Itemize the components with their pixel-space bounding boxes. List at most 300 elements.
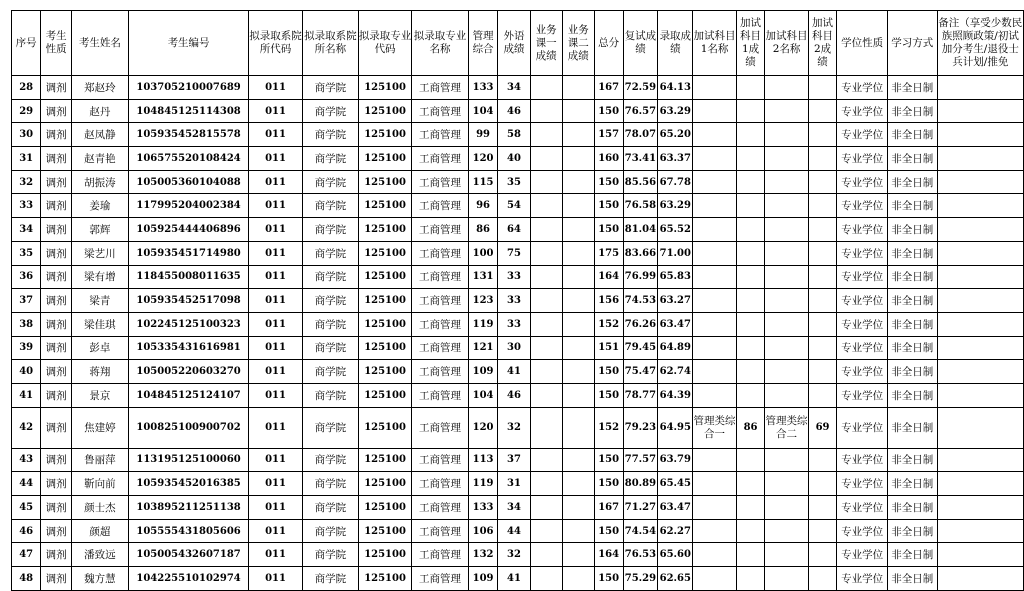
table-cell	[736, 336, 764, 360]
table-cell: 62.27	[658, 519, 693, 543]
table-cell: 商学院	[302, 448, 358, 472]
table-cell: 调剂	[41, 265, 72, 289]
table-cell: 103895211251138	[128, 496, 248, 520]
table-cell: 专业学位	[837, 241, 888, 265]
table-cell	[530, 448, 562, 472]
table-cell: 30	[12, 123, 41, 147]
column-header: 序号	[12, 11, 41, 76]
table-cell	[765, 336, 809, 360]
table-cell: 80.89	[623, 472, 658, 496]
table-cell: 专业学位	[837, 194, 888, 218]
table-cell	[736, 312, 764, 336]
table-cell: 商学院	[302, 472, 358, 496]
table-cell: 梁艺川	[71, 241, 128, 265]
table-cell: 011	[249, 147, 303, 171]
table-cell: 105935452815578	[128, 123, 248, 147]
table-cell	[765, 99, 809, 123]
table-cell: 131	[468, 265, 498, 289]
table-cell: 125100	[358, 76, 412, 100]
table-cell: 011	[249, 241, 303, 265]
table-cell	[736, 383, 764, 407]
table-cell: 调剂	[41, 360, 72, 384]
column-header: 复试成绩	[623, 11, 658, 76]
column-header: 业务课一成绩	[530, 11, 562, 76]
table-cell	[562, 496, 594, 520]
table-cell: 011	[249, 360, 303, 384]
table-cell: 011	[249, 194, 303, 218]
column-header: 拟录取专业代码	[358, 11, 412, 76]
table-cell: 011	[249, 407, 303, 448]
table-cell	[562, 218, 594, 242]
table-cell: 125100	[358, 472, 412, 496]
table-cell	[562, 265, 594, 289]
table-cell	[562, 76, 594, 100]
table-cell: 105935452016385	[128, 472, 248, 496]
table-cell: 164	[594, 265, 623, 289]
table-cell: 125100	[358, 99, 412, 123]
table-cell: 魏方慧	[71, 567, 128, 591]
table-row	[12, 336, 1024, 360]
table-cell: 商学院	[302, 194, 358, 218]
table-cell: 105005220603270	[128, 360, 248, 384]
column-header: 录取成绩	[658, 11, 693, 76]
table-cell: 非全日制	[887, 407, 937, 448]
table-cell	[765, 567, 809, 591]
table-cell: 62.74	[658, 360, 693, 384]
table-cell	[562, 383, 594, 407]
table-cell	[937, 76, 1023, 100]
table-cell: 46	[498, 383, 530, 407]
table-cell: 33	[498, 312, 530, 336]
table-cell: 105925444406896	[128, 218, 248, 242]
table-cell	[562, 194, 594, 218]
table-cell: 119	[468, 472, 498, 496]
table-cell	[562, 312, 594, 336]
table-cell: 105935451714980	[128, 241, 248, 265]
table-cell: 125100	[358, 448, 412, 472]
admission-table	[11, 10, 1024, 591]
table-body	[12, 76, 1024, 591]
table-cell: 蒋翔	[71, 360, 128, 384]
table-cell: 商学院	[302, 496, 358, 520]
table-cell: 商学院	[302, 218, 358, 242]
table-cell: 65.60	[658, 543, 693, 567]
table-cell	[808, 496, 836, 520]
table-cell: 125100	[358, 567, 412, 591]
table-cell	[530, 289, 562, 313]
table-cell: 125100	[358, 218, 412, 242]
table-cell	[765, 241, 809, 265]
table-cell: 150	[594, 448, 623, 472]
table-cell: 鲁丽萍	[71, 448, 128, 472]
table-cell	[765, 289, 809, 313]
table-cell: 43	[12, 448, 41, 472]
table-cell: 44	[498, 519, 530, 543]
table-cell: 专业学位	[837, 312, 888, 336]
table-cell	[937, 241, 1023, 265]
table-cell: 专业学位	[837, 383, 888, 407]
table-cell: 011	[249, 336, 303, 360]
table-cell: 150	[594, 472, 623, 496]
table-cell: 专业学位	[837, 170, 888, 194]
table-cell: 商学院	[302, 76, 358, 100]
table-cell: 119	[468, 312, 498, 336]
table-cell	[765, 194, 809, 218]
table-cell: 非全日制	[887, 170, 937, 194]
column-header: 拟录取系院所名称	[302, 11, 358, 76]
column-header: 加试科目2名称	[765, 11, 809, 76]
table-cell	[937, 519, 1023, 543]
table-cell: 40	[12, 360, 41, 384]
table-cell: 非全日制	[887, 265, 937, 289]
table-cell: 67.78	[658, 170, 693, 194]
table-cell: 125100	[358, 312, 412, 336]
table-cell: 非全日制	[887, 567, 937, 591]
table-cell: 78.07	[623, 123, 658, 147]
table-cell: 76.26	[623, 312, 658, 336]
table-cell: 120	[468, 407, 498, 448]
table-cell: 64.39	[658, 383, 693, 407]
table-cell: 164	[594, 543, 623, 567]
table-cell: 175	[594, 241, 623, 265]
table-cell	[765, 312, 809, 336]
table-cell: 调剂	[41, 241, 72, 265]
table-row	[12, 448, 1024, 472]
table-cell: 65.20	[658, 123, 693, 147]
column-header: 加试科目2成绩	[808, 11, 836, 76]
table-cell: 109	[468, 360, 498, 384]
table-cell: 非全日制	[887, 336, 937, 360]
table-cell: 011	[249, 496, 303, 520]
table-cell: 焦建婷	[71, 407, 128, 448]
table-cell: 75.29	[623, 567, 658, 591]
table-cell	[937, 289, 1023, 313]
table-cell: 调剂	[41, 170, 72, 194]
table-cell	[530, 360, 562, 384]
table-cell: 工商管理	[412, 567, 468, 591]
table-cell	[765, 472, 809, 496]
table-cell	[808, 289, 836, 313]
table-cell: 工商管理	[412, 336, 468, 360]
table-cell: 150	[594, 218, 623, 242]
column-header: 学位性质	[837, 11, 888, 76]
table-cell	[808, 170, 836, 194]
table-cell: 调剂	[41, 519, 72, 543]
table-cell: 非全日制	[887, 194, 937, 218]
table-cell: 专业学位	[837, 472, 888, 496]
table-cell: 105005432607187	[128, 543, 248, 567]
table-cell: 赵丹	[71, 99, 128, 123]
table-cell: 47	[12, 543, 41, 567]
table-cell: 58	[498, 123, 530, 147]
table-cell	[765, 543, 809, 567]
table-cell	[693, 360, 737, 384]
table-cell: 64.13	[658, 76, 693, 100]
table-cell	[736, 76, 764, 100]
table-cell: 105005360104088	[128, 170, 248, 194]
table-cell	[562, 472, 594, 496]
table-row	[12, 407, 1024, 448]
table-cell: 赵凤静	[71, 123, 128, 147]
table-cell: 非全日制	[887, 99, 937, 123]
table-cell: 专业学位	[837, 147, 888, 171]
table-row	[12, 123, 1024, 147]
table-cell: 109	[468, 567, 498, 591]
table-cell	[530, 312, 562, 336]
table-cell	[693, 241, 737, 265]
table-cell: 42	[12, 407, 41, 448]
table-cell: 工商管理	[412, 312, 468, 336]
table-cell	[808, 218, 836, 242]
table-row	[12, 170, 1024, 194]
table-cell: 37	[498, 448, 530, 472]
table-cell: 48	[12, 567, 41, 591]
table-cell: 商学院	[302, 519, 358, 543]
column-header: 总分	[594, 11, 623, 76]
table-cell: 商学院	[302, 407, 358, 448]
table-cell: 管理类综合二	[765, 407, 809, 448]
table-row	[12, 312, 1024, 336]
table-cell: 工商管理	[412, 519, 468, 543]
table-cell	[693, 194, 737, 218]
table-cell: 86	[468, 218, 498, 242]
table-cell	[765, 76, 809, 100]
table-cell: 71.00	[658, 241, 693, 265]
table-cell	[530, 99, 562, 123]
table-cell	[808, 194, 836, 218]
table-cell: 非全日制	[887, 123, 937, 147]
table-cell: 商学院	[302, 336, 358, 360]
table-cell: 调剂	[41, 448, 72, 472]
table-cell: 106575520108424	[128, 147, 248, 171]
table-cell	[736, 543, 764, 567]
table-cell: 赵青艳	[71, 147, 128, 171]
table-row	[12, 519, 1024, 543]
table-cell: 调剂	[41, 312, 72, 336]
table-cell: 65.52	[658, 218, 693, 242]
table-cell	[808, 519, 836, 543]
table-cell: 34	[498, 76, 530, 100]
table-cell: 150	[594, 360, 623, 384]
table-cell: 125100	[358, 123, 412, 147]
table-cell	[530, 265, 562, 289]
table-cell	[937, 448, 1023, 472]
table-cell: 011	[249, 472, 303, 496]
table-row	[12, 241, 1024, 265]
table-cell	[530, 241, 562, 265]
admission-table-wrapper	[11, 10, 1024, 591]
table-cell: 专业学位	[837, 496, 888, 520]
table-row	[12, 472, 1024, 496]
table-cell: 工商管理	[412, 170, 468, 194]
table-cell	[562, 336, 594, 360]
table-cell	[693, 519, 737, 543]
table-cell: 100825100900702	[128, 407, 248, 448]
table-cell: 专业学位	[837, 218, 888, 242]
table-cell: 77.57	[623, 448, 658, 472]
table-cell: 100	[468, 241, 498, 265]
table-cell	[562, 360, 594, 384]
table-cell: 调剂	[41, 99, 72, 123]
table-cell: 105335431616981	[128, 336, 248, 360]
table-row	[12, 383, 1024, 407]
table-cell: 调剂	[41, 76, 72, 100]
table-cell: 102245125100323	[128, 312, 248, 336]
table-cell: 调剂	[41, 407, 72, 448]
table-cell	[736, 472, 764, 496]
table-cell: 34	[498, 496, 530, 520]
table-cell	[693, 496, 737, 520]
table-cell	[530, 218, 562, 242]
table-cell: 调剂	[41, 567, 72, 591]
table-cell: 160	[594, 147, 623, 171]
table-row	[12, 218, 1024, 242]
table-cell: 专业学位	[837, 123, 888, 147]
table-row	[12, 289, 1024, 313]
table-cell: 工商管理	[412, 289, 468, 313]
table-cell: 工商管理	[412, 383, 468, 407]
table-cell: 工商管理	[412, 241, 468, 265]
table-cell	[562, 519, 594, 543]
table-row	[12, 147, 1024, 171]
table-cell: 非全日制	[887, 472, 937, 496]
table-cell: 96	[468, 194, 498, 218]
table-cell: 专业学位	[837, 360, 888, 384]
table-cell	[693, 383, 737, 407]
table-cell	[937, 336, 1023, 360]
table-cell: 85.56	[623, 170, 658, 194]
table-cell: 管理类综合一	[693, 407, 737, 448]
table-cell: 151	[594, 336, 623, 360]
table-cell	[765, 123, 809, 147]
table-cell: 104	[468, 99, 498, 123]
table-cell: 29	[12, 99, 41, 123]
table-cell	[736, 194, 764, 218]
table-cell: 63.27	[658, 289, 693, 313]
table-cell	[808, 99, 836, 123]
table-cell: 150	[594, 519, 623, 543]
table-cell: 商学院	[302, 567, 358, 591]
table-cell	[562, 147, 594, 171]
table-cell: 专业学位	[837, 407, 888, 448]
table-cell	[808, 76, 836, 100]
table-cell	[530, 336, 562, 360]
table-cell: 潘致远	[71, 543, 128, 567]
table-cell	[530, 147, 562, 171]
table-cell	[937, 567, 1023, 591]
table-cell	[736, 123, 764, 147]
table-cell: 011	[249, 312, 303, 336]
table-cell: 150	[594, 99, 623, 123]
table-cell: 62.65	[658, 567, 693, 591]
table-cell: 梁有增	[71, 265, 128, 289]
table-cell: 调剂	[41, 543, 72, 567]
column-header: 考生姓名	[71, 11, 128, 76]
column-header: 外语成绩	[498, 11, 530, 76]
table-cell: 133	[468, 496, 498, 520]
table-cell: 65.45	[658, 472, 693, 496]
table-cell: 非全日制	[887, 76, 937, 100]
table-cell: 125100	[358, 519, 412, 543]
table-cell: 32	[12, 170, 41, 194]
table-cell: 梁青	[71, 289, 128, 313]
table-cell: 非全日制	[887, 383, 937, 407]
table-cell: 工商管理	[412, 360, 468, 384]
table-cell: 011	[249, 123, 303, 147]
table-cell: 167	[594, 496, 623, 520]
table-cell: 41	[12, 383, 41, 407]
table-cell: 54	[498, 194, 530, 218]
table-cell: 商学院	[302, 99, 358, 123]
table-cell: 157	[594, 123, 623, 147]
table-cell: 64	[498, 218, 530, 242]
table-cell	[736, 170, 764, 194]
table-cell: 工商管理	[412, 448, 468, 472]
table-cell: 调剂	[41, 336, 72, 360]
table-cell: 调剂	[41, 194, 72, 218]
table-cell: 105935452517098	[128, 289, 248, 313]
table-cell: 125100	[358, 336, 412, 360]
table-cell: 99	[468, 123, 498, 147]
table-cell: 非全日制	[887, 147, 937, 171]
table-cell: 专业学位	[837, 336, 888, 360]
table-cell: 郑赵玲	[71, 76, 128, 100]
table-cell: 景京	[71, 383, 128, 407]
table-row	[12, 360, 1024, 384]
table-cell	[530, 76, 562, 100]
table-cell: 150	[594, 383, 623, 407]
table-cell: 30	[498, 336, 530, 360]
table-cell: 颜超	[71, 519, 128, 543]
table-cell	[530, 567, 562, 591]
table-cell: 104	[468, 383, 498, 407]
table-cell: 34	[12, 218, 41, 242]
table-cell: 工商管理	[412, 123, 468, 147]
table-cell	[765, 265, 809, 289]
table-cell	[937, 472, 1023, 496]
table-cell	[693, 336, 737, 360]
table-cell	[693, 76, 737, 100]
table-cell: 调剂	[41, 289, 72, 313]
table-cell: 011	[249, 448, 303, 472]
table-cell	[562, 123, 594, 147]
table-cell: 非全日制	[887, 289, 937, 313]
table-cell: 125100	[358, 289, 412, 313]
table-cell: 64.89	[658, 336, 693, 360]
table-cell	[736, 448, 764, 472]
table-cell: 011	[249, 383, 303, 407]
table-cell: 专业学位	[837, 99, 888, 123]
column-header: 考生编号	[128, 11, 248, 76]
table-cell: 调剂	[41, 496, 72, 520]
table-cell	[937, 99, 1023, 123]
column-header: 拟录取系院所代码	[249, 11, 303, 76]
table-cell	[562, 289, 594, 313]
table-cell	[937, 194, 1023, 218]
table-cell	[530, 194, 562, 218]
column-header: 管理综合	[468, 11, 498, 76]
table-cell	[736, 567, 764, 591]
table-row	[12, 265, 1024, 289]
table-cell: 125100	[358, 496, 412, 520]
table-row	[12, 194, 1024, 218]
table-cell	[736, 147, 764, 171]
table-cell: 33	[12, 194, 41, 218]
table-cell	[765, 360, 809, 384]
table-cell: 63.47	[658, 496, 693, 520]
table-cell	[736, 99, 764, 123]
table-cell: 35	[498, 170, 530, 194]
